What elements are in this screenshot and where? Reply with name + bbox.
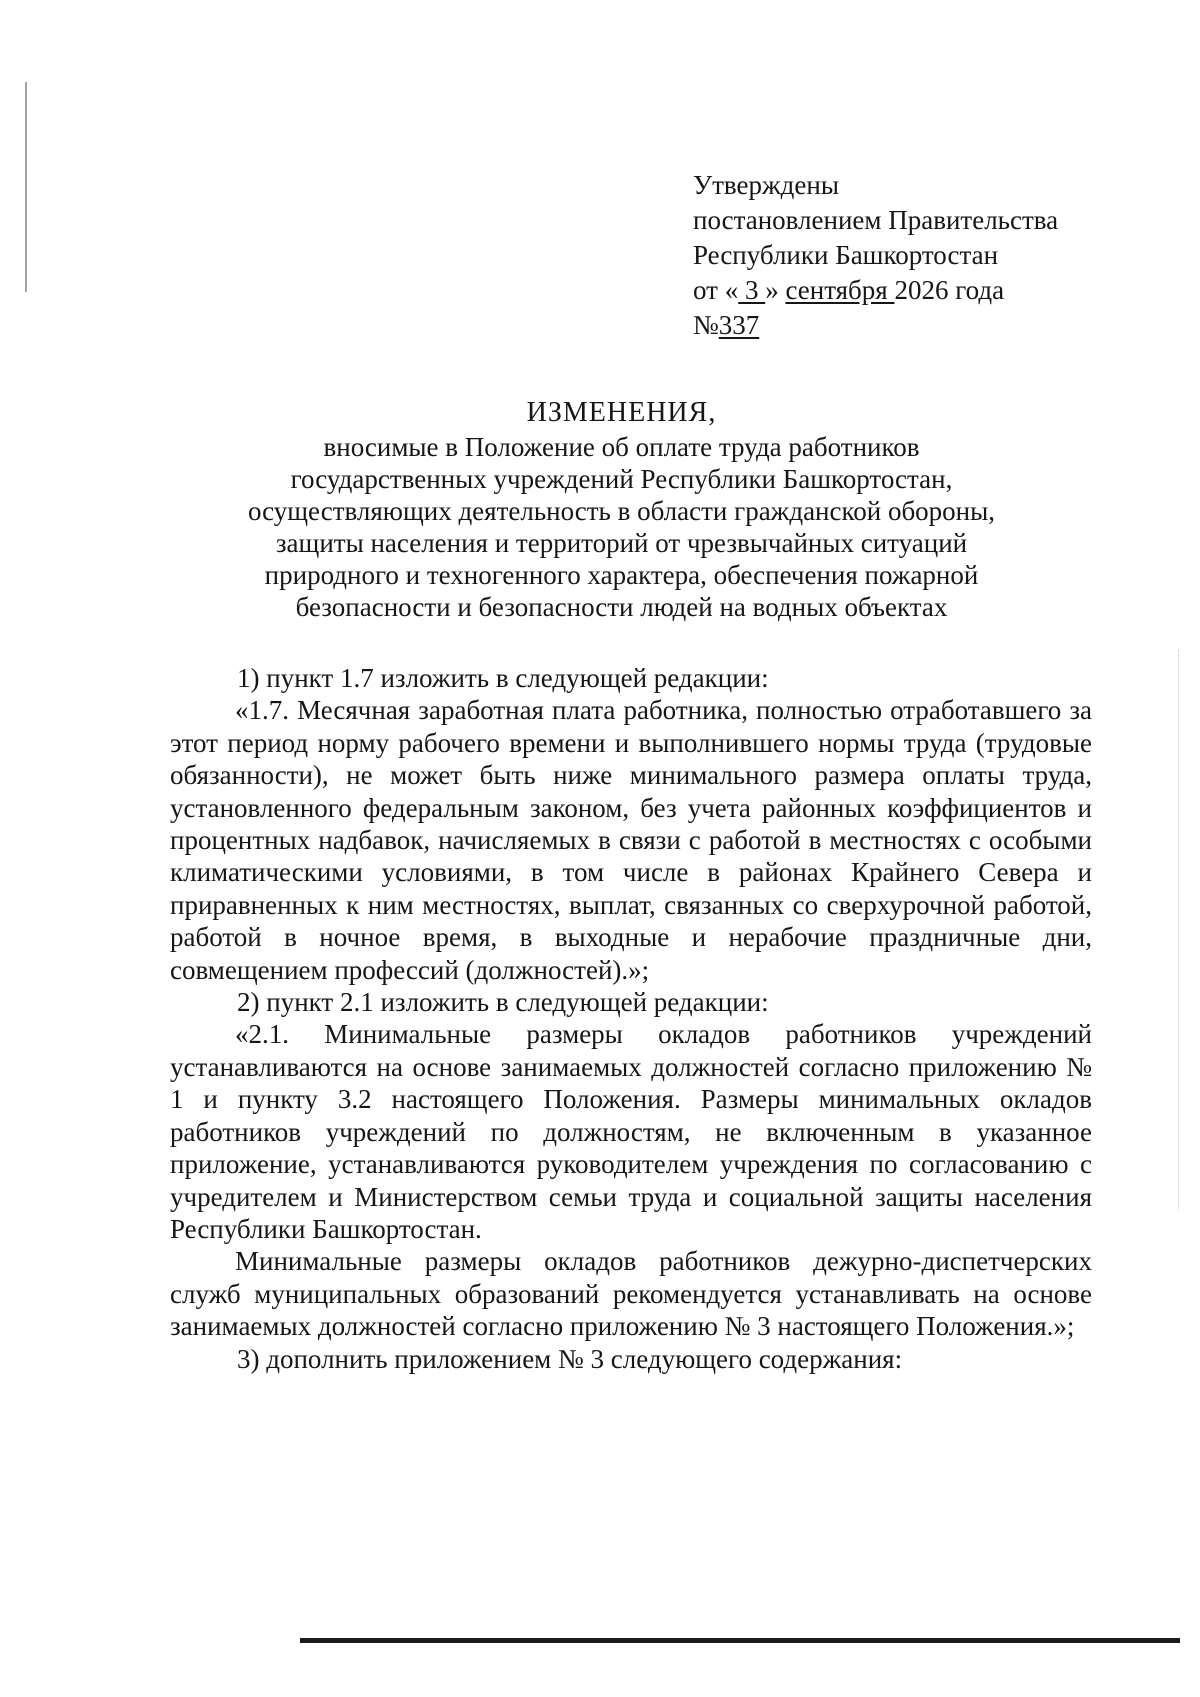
approval-line-decree: постановлением Правительства: [693, 205, 1059, 235]
number-prefix: №: [693, 310, 719, 340]
heading-title: ИЗМЕНЕНИЯ,: [526, 397, 717, 428]
approval-line-approved: Утверждены: [693, 170, 839, 200]
date-month: сентября: [785, 275, 895, 305]
date-day: 3: [738, 275, 766, 305]
heading-line: осуществляющих деятельность в области гражданской обороны,: [247, 496, 996, 526]
paragraph-1-7: «1.7. Месячная заработная плата работника, полностью отработавшего за этот период норму рабочего времени и выполнившего нормы труда (трудовые обязанности), не может быть ниже минимального размера оплаты труда, установленного федеральным законом, без учета районных коэффициентов и процентных надбавок, начисляемых в связи с работой в местностях с особыми климатическими условиями, в том числе в районах Крайнего Севера и приравненных к ним местностях, выплат, связанных со сверхурочной работой, работой в ночное время, в выходные и нерабочие праздничные дни, совмещением профессий (должностей).»;: [170, 695, 1092, 985]
amendment-item-3: 3) дополнить приложением № 3 следующего содержания:: [237, 1343, 903, 1374]
amendment-item-1: 1) пункт 1.7 изложить в следующей редакции:: [237, 663, 769, 693]
scan-margin-line: [25, 82, 27, 292]
date-year: 2026 года: [894, 275, 1005, 305]
date-prefix: от «: [693, 275, 739, 305]
document-body: [170, 662, 1092, 1375]
approval-block: [693, 168, 1163, 343]
document-heading: [150, 397, 1093, 623]
heading-line: природного и техногенного характера, обеспечения пожарной: [264, 560, 979, 590]
number-value: 337: [718, 310, 760, 340]
paragraph-2-1: «2.1. Минимальные размеры окладов работников учреждений устанавливаются на основе занимаемых должностей согласно приложению № 1 и пункту 3.2 настоящего Положения. Размеры минимальных окладов работников учреждений по должностям, не включенным в указанное приложение, устанавливаются руководителем учреждения по согласованию с учредителем и Министерством семьи труда и социальной защиты населения Республики Башкортостан.: [170, 1019, 1092, 1244]
paragraph-dispatch-services: Минимальные размеры окладов работников дежурно-диспетчерских служб муниципальных образований рекомендуется устанавливать на основе занимаемых должностей согласно приложению № 3 настоящего Положения.»;: [170, 1246, 1092, 1342]
heading-line: защиты населения и территорий от чрезвычайных ситуаций: [275, 528, 968, 558]
scan-bottom-bar: [300, 1638, 1180, 1643]
heading-line: вносимые в Положение об оплате труда работников: [323, 432, 920, 462]
heading-line: государственных учреждений Республики Башкортостан,: [290, 464, 953, 494]
heading-line: безопасности и безопасности людей на водных объектах: [295, 592, 948, 622]
date-mid: »: [765, 275, 786, 305]
approval-line-republic: Республики Башкортостан: [693, 240, 999, 270]
approval-number: [693, 308, 1163, 343]
scan-edge-artifact: [1178, 650, 1181, 1210]
amendment-item-2: 2) пункт 2.1 изложить в следующей редакции:: [237, 987, 769, 1018]
approval-date: [693, 273, 1163, 308]
